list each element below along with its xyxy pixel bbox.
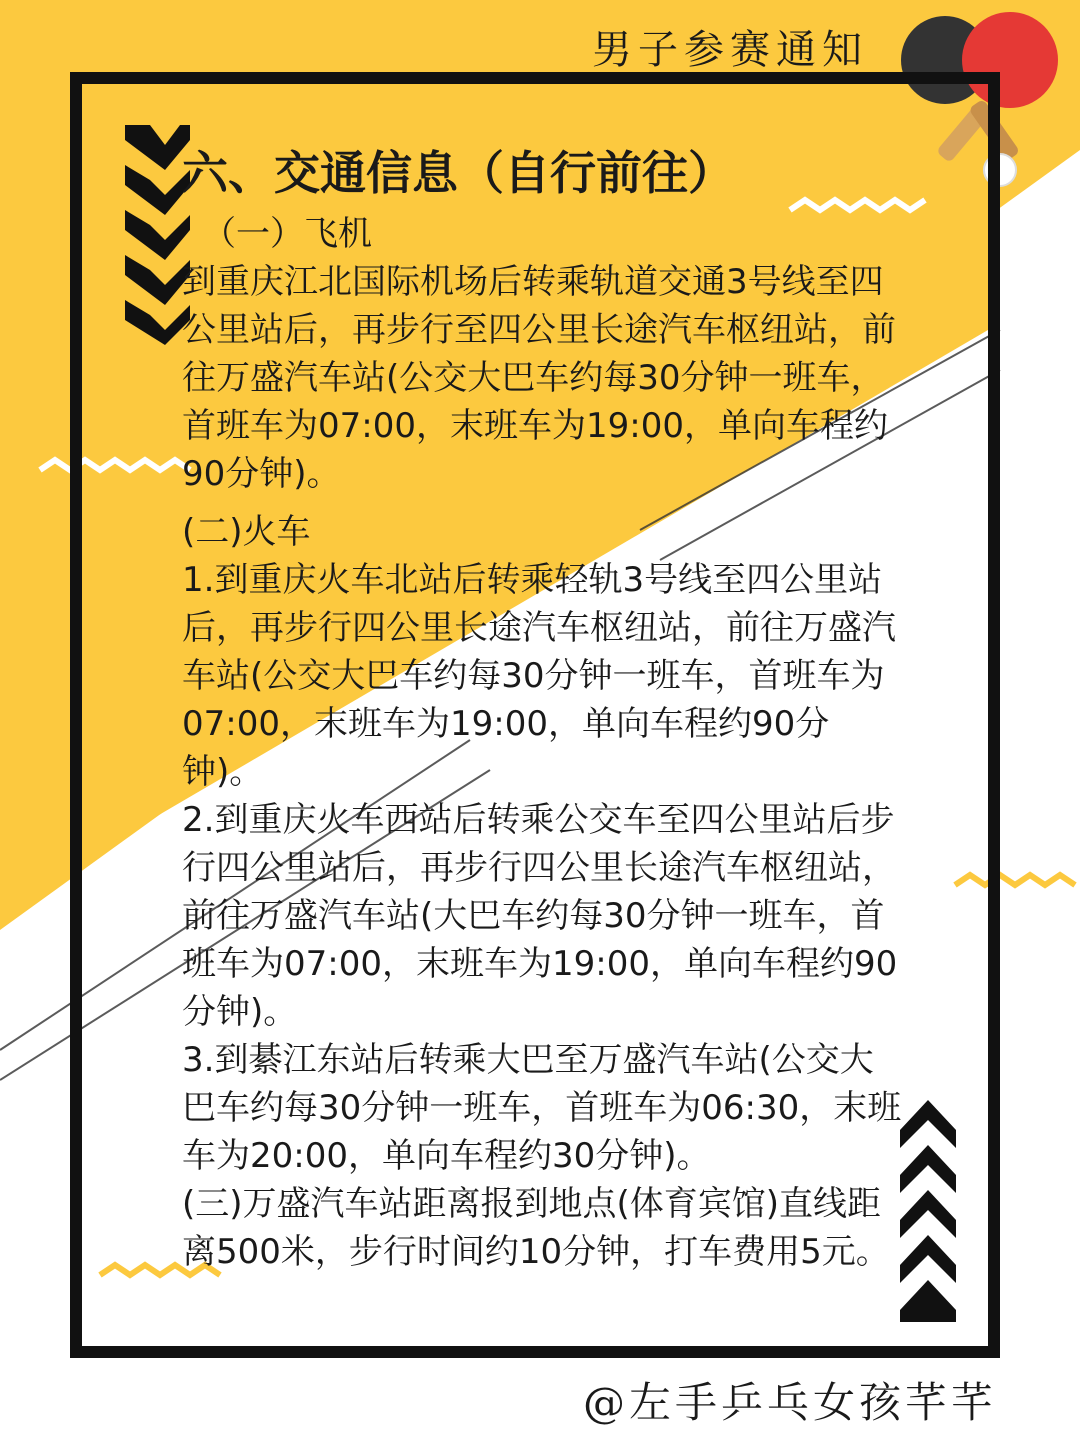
distance-text: (三)万盛汽车站距离报到地点(体育宾馆)直线距离500米，步行时间约10分钟，打车费用5元。 [182, 1184, 890, 1272]
train-heading: (二)火车 [182, 512, 311, 552]
plane-text: 到重庆江北国际机场后转乘轨道交通3号线至四公里站后，再步行至四公里长途汽车枢纽站，前往万盛汽车站(公交大巴车约每30分钟一班车，首班车为07:00，末班车为19:00，单向车程约90分钟)。 [182, 262, 896, 494]
train-item-2: 2.到重庆火车西站后转乘公交车至四公里站后步行四公里站后，再步行四公里长途汽车枢纽站，前往万盛汽车站(大巴车约每30分钟一班车，首班车为07:00，末班车为19:00，单向车程约90分钟)。 [182, 800, 898, 1032]
plane-heading: （一）飞机 [202, 214, 372, 254]
header-title: 男子参赛通知 [592, 27, 868, 73]
section-title: 六、交通信息（自行前往） [182, 146, 734, 200]
train-item-1: 1.到重庆火车北站后转乘轻轨3号线至四公里站后，再步行四公里长途汽车枢纽站，前往万盛汽车站(公交大巴车约每30分钟一班车，首班车为07:00，末班车为19:00，单向车程约90分钟)。 [182, 560, 896, 792]
train-item-3: 3.到綦江东站后转乘大巴至万盛汽车站(公交大巴车约每30分钟一班车，首班车为06:30，末班车为20:00，单向车程约30分钟)。 [182, 1040, 902, 1176]
content-area [182, 142, 902, 1276]
footer-credit: @左手乒乓女孩芊芊 [582, 1378, 997, 1427]
